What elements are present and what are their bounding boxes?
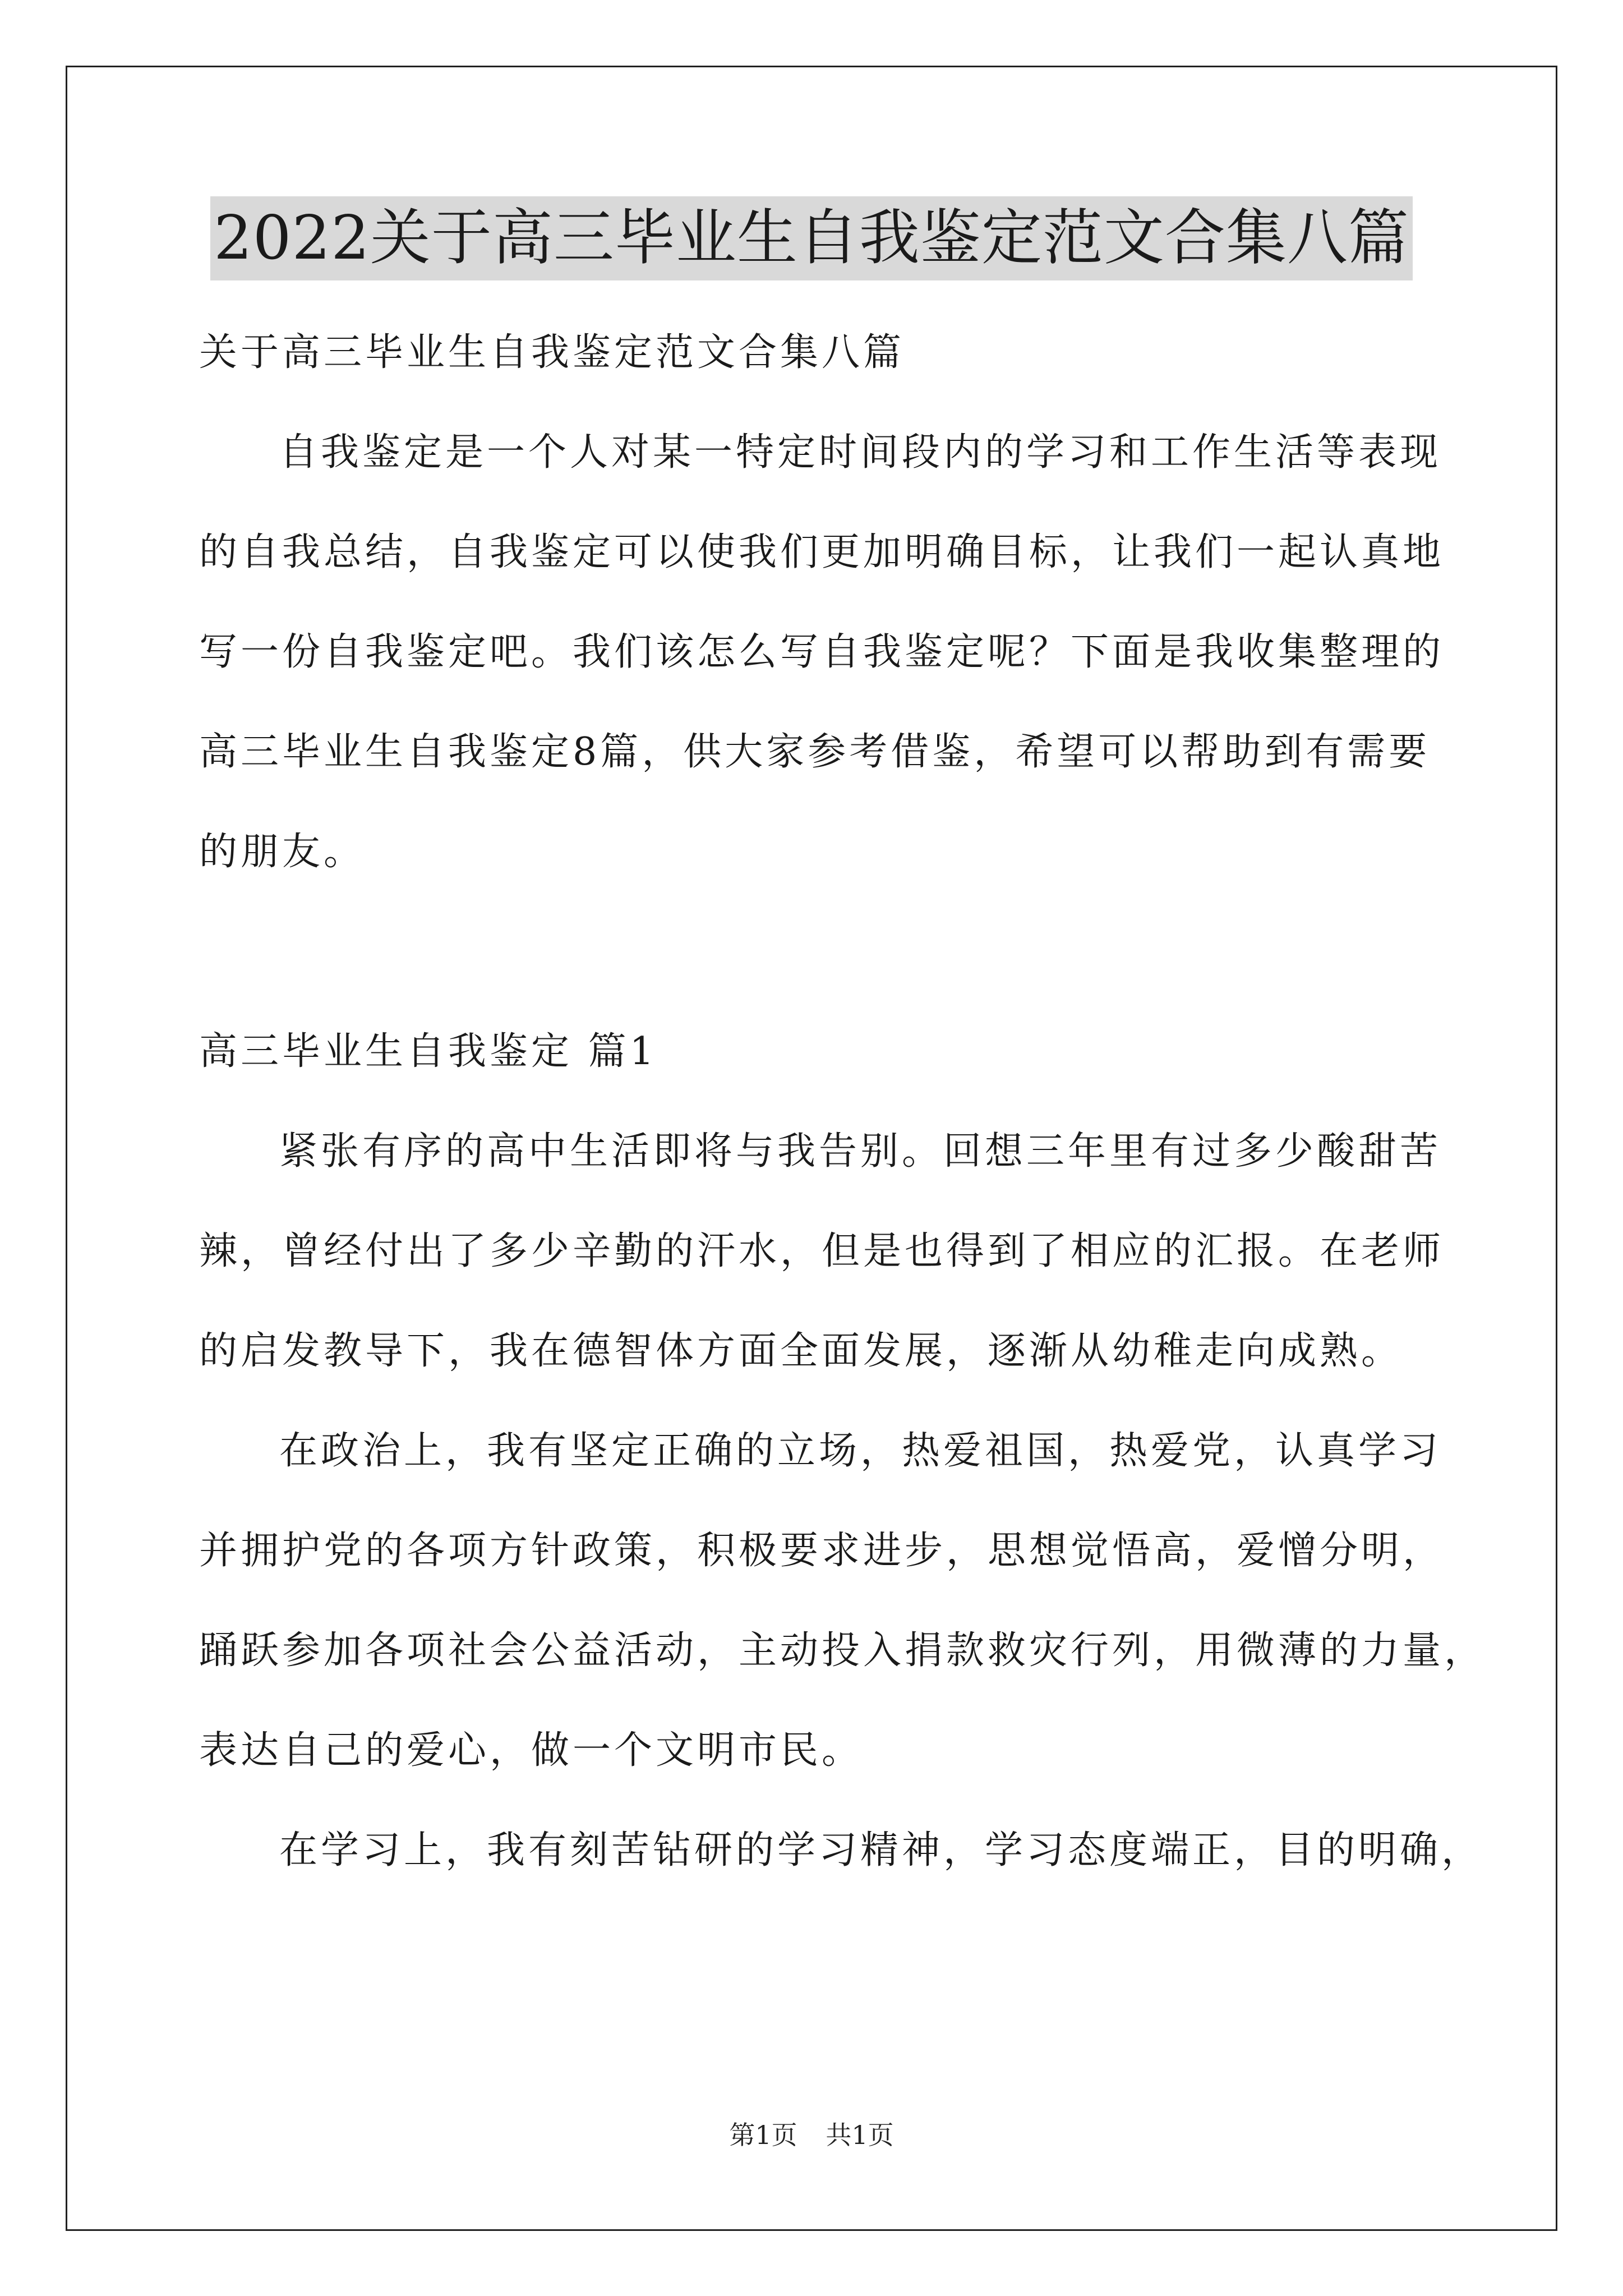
paragraph-line: 在政治上，我有坚定正确的立场，热爱祖国，热爱党，认真学习 — [279, 1429, 1442, 1473]
section-heading: 高三毕业生自我鉴定 篇1 — [199, 1029, 657, 1074]
page-number: 第1页 — [729, 2120, 797, 2150]
paragraph-line: 表达自己的爱心，做一个文明市民。 — [199, 1728, 864, 1773]
intro-line: 写一份自我鉴定吧。我们该怎么写自我鉴定呢？下面是我收集整理的 — [199, 630, 1445, 674]
paragraph-line: 踊跃参加各项社会公益活动，主动投入捐款救灾行列，用微薄的力量， — [199, 1628, 1486, 1673]
intro-line: 自我鉴定是一个人对某一特定时间段内的学习和工作生活等表现 — [279, 430, 1442, 475]
paragraph-line: 的启发教导下，我在德智体方面全面发展，逐渐从幼稚走向成熟。 — [199, 1329, 1403, 1373]
page-footer — [0, 2115, 1623, 2152]
paragraph-line: 紧张有序的高中生活即将与我告别。回想三年里有过多少酸甜苦 — [279, 1129, 1442, 1174]
paragraph-line: 并拥护党的各项方针政策，积极要求进步，思想觉悟高，爱憎分明， — [199, 1529, 1445, 1573]
document-subtitle: 关于高三毕业生自我鉴定范文合集八篇 — [199, 330, 905, 375]
document-body — [199, 303, 1486, 1901]
intro-line: 高三毕业生自我鉴定8篇，供大家参考借鉴，希望可以帮助到有需要 — [199, 730, 1431, 774]
page-total: 共1页 — [826, 2120, 894, 2150]
paragraph-line: 辣，曾经付出了多少辛勤的汗水，但是也得到了相应的汇报。在老师 — [199, 1229, 1445, 1273]
intro-line: 的朋友。 — [199, 830, 366, 874]
title-container — [0, 196, 1623, 280]
intro-line: 的自我总结，自我鉴定可以使我们更加明确目标，让我们一起认真地 — [199, 530, 1445, 574]
paragraph-line: 在学习上，我有刻苦钻研的学习精神，学习态度端正，目的明确， — [279, 1828, 1483, 1872]
document-title: 2022关于高三毕业生自我鉴定范文合集八篇 — [210, 196, 1413, 280]
spacer — [199, 902, 1433, 1002]
